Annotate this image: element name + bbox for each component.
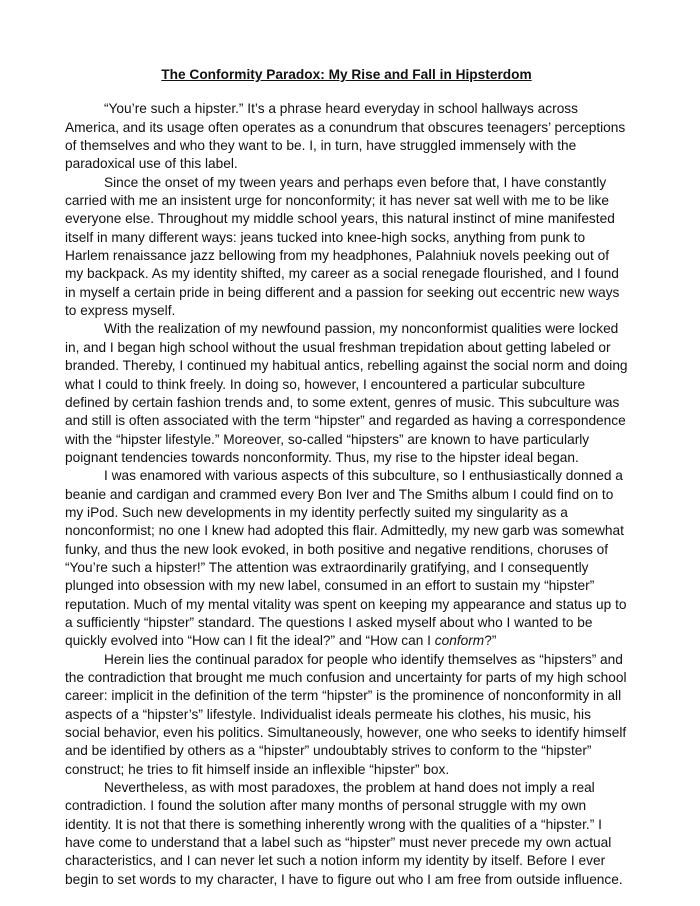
emphasis-conform: conform — [434, 633, 485, 649]
paragraph-2: Since the onset of my tween years and perhaps even before that, I have constantly carried with me an insistent urge for nonconformity; it has never sat well with me to be like everyone else. Throughout my middle school years, this natural instinct of mine manifested itself in many different ways: jeans tucked into knee-high socks, anything from punk to Harlem renaissance jazz bellowing from my headphones, Palahniuk novels peeking out of my backpack. As my identity shifted, my career as a social renegade flourished, and I found in myself a certain pride in being different and a passion for seeking out eccentric new ways to express myself. — [65, 174, 620, 319]
paragraph-1: “You’re such a hipster.” It’s a phrase heard everyday in school hallways across America, and its usage often operates as a conundrum that obscures teenagers’ perceptions of themselves and who they want to be. I, in turn, have struggled immensely with the paradoxical use of this label. — [65, 101, 626, 172]
paragraph-3: With the realization of my newfound passion, my nonconformist qualities were locked in, and I began high school without the usual freshman trepidation about getting labeled or branded. Thereby, I continued my habitual antics, rebelling against the social norm and doing what I could to think freely. In doing so, however, I encountered a particular subculture defined by certain fashion trends and, to some extent, genres of music. This subculture was and still is often associated with the term “hipster” and regarded as having a correspondence with the “hipster lifestyle.” Moreover, so-called “hipsters” are known to have particularly poignant tendencies towards nonconformity. Thus, my rise to the hipster ideal began. — [65, 321, 628, 465]
paragraph-6: Nevertheless, as with most paradoxes, the problem at hand does not imply a real contradiction. I found the solution after many months of personal struggle with my own identity. It is not that there is something inherently wrong with the qualities of a “hipster.” I have come to understand that a label such as “hipster” must never precede my own actual characteristics, and I can never let such a notion inform my identity by itself. Before I ever begin to set words to my character, I have to figure out who I am free from outside influence. — [65, 780, 623, 887]
paragraph-4: I was enamored with various aspects of this subculture, so I enthusiastically donned a beanie and cardigan and crammed every Bon Iver and The Smiths album I could find on to my iPod. Such new developments in my identity perfectly suited my singularity as a nonconformist; no one I knew had adopted this flair. Admittedly, my new garb was somewhat funky, and thus the new look evoked, in both positive and negative renditions, choruses of “You’re such a hipster!” The attention was extraordinarily gratifying, and I consequently plunged into obsession with my new label, consumed in an effort to sustain my “hipster” reputation. Much of my mental vitality was spent on keeping my appearance and status up to a sufficiently “hipster” standard. The questions I asked myself about who I wanted to be quickly evolved into “How can I fit the ideal?” and “How can I conform?” — [65, 468, 627, 649]
paragraph-5: Herein lies the continual paradox for people who identify themselves as “hipsters” and the contradiction that brought me much confusion and uncertainty for parts of my high school career: implicit in the definition of the term “hipster” is the prominence of nonconformity in all aspects of a “hipster’s” lifestyle. Individualist ideals permeate his clothes, his music, his social behavior, even his politics. Simultaneously, however, one who seeks to identify himself and be identified by others as a “hipster” undoubtably strives to conform to the “hipster” construct; he tries to fit himself inside an inflexible “hipster” box. — [65, 651, 627, 777]
document-title: The Conformity Paradox: My Rise and Fall in Hipsterdom — [161, 67, 532, 82]
